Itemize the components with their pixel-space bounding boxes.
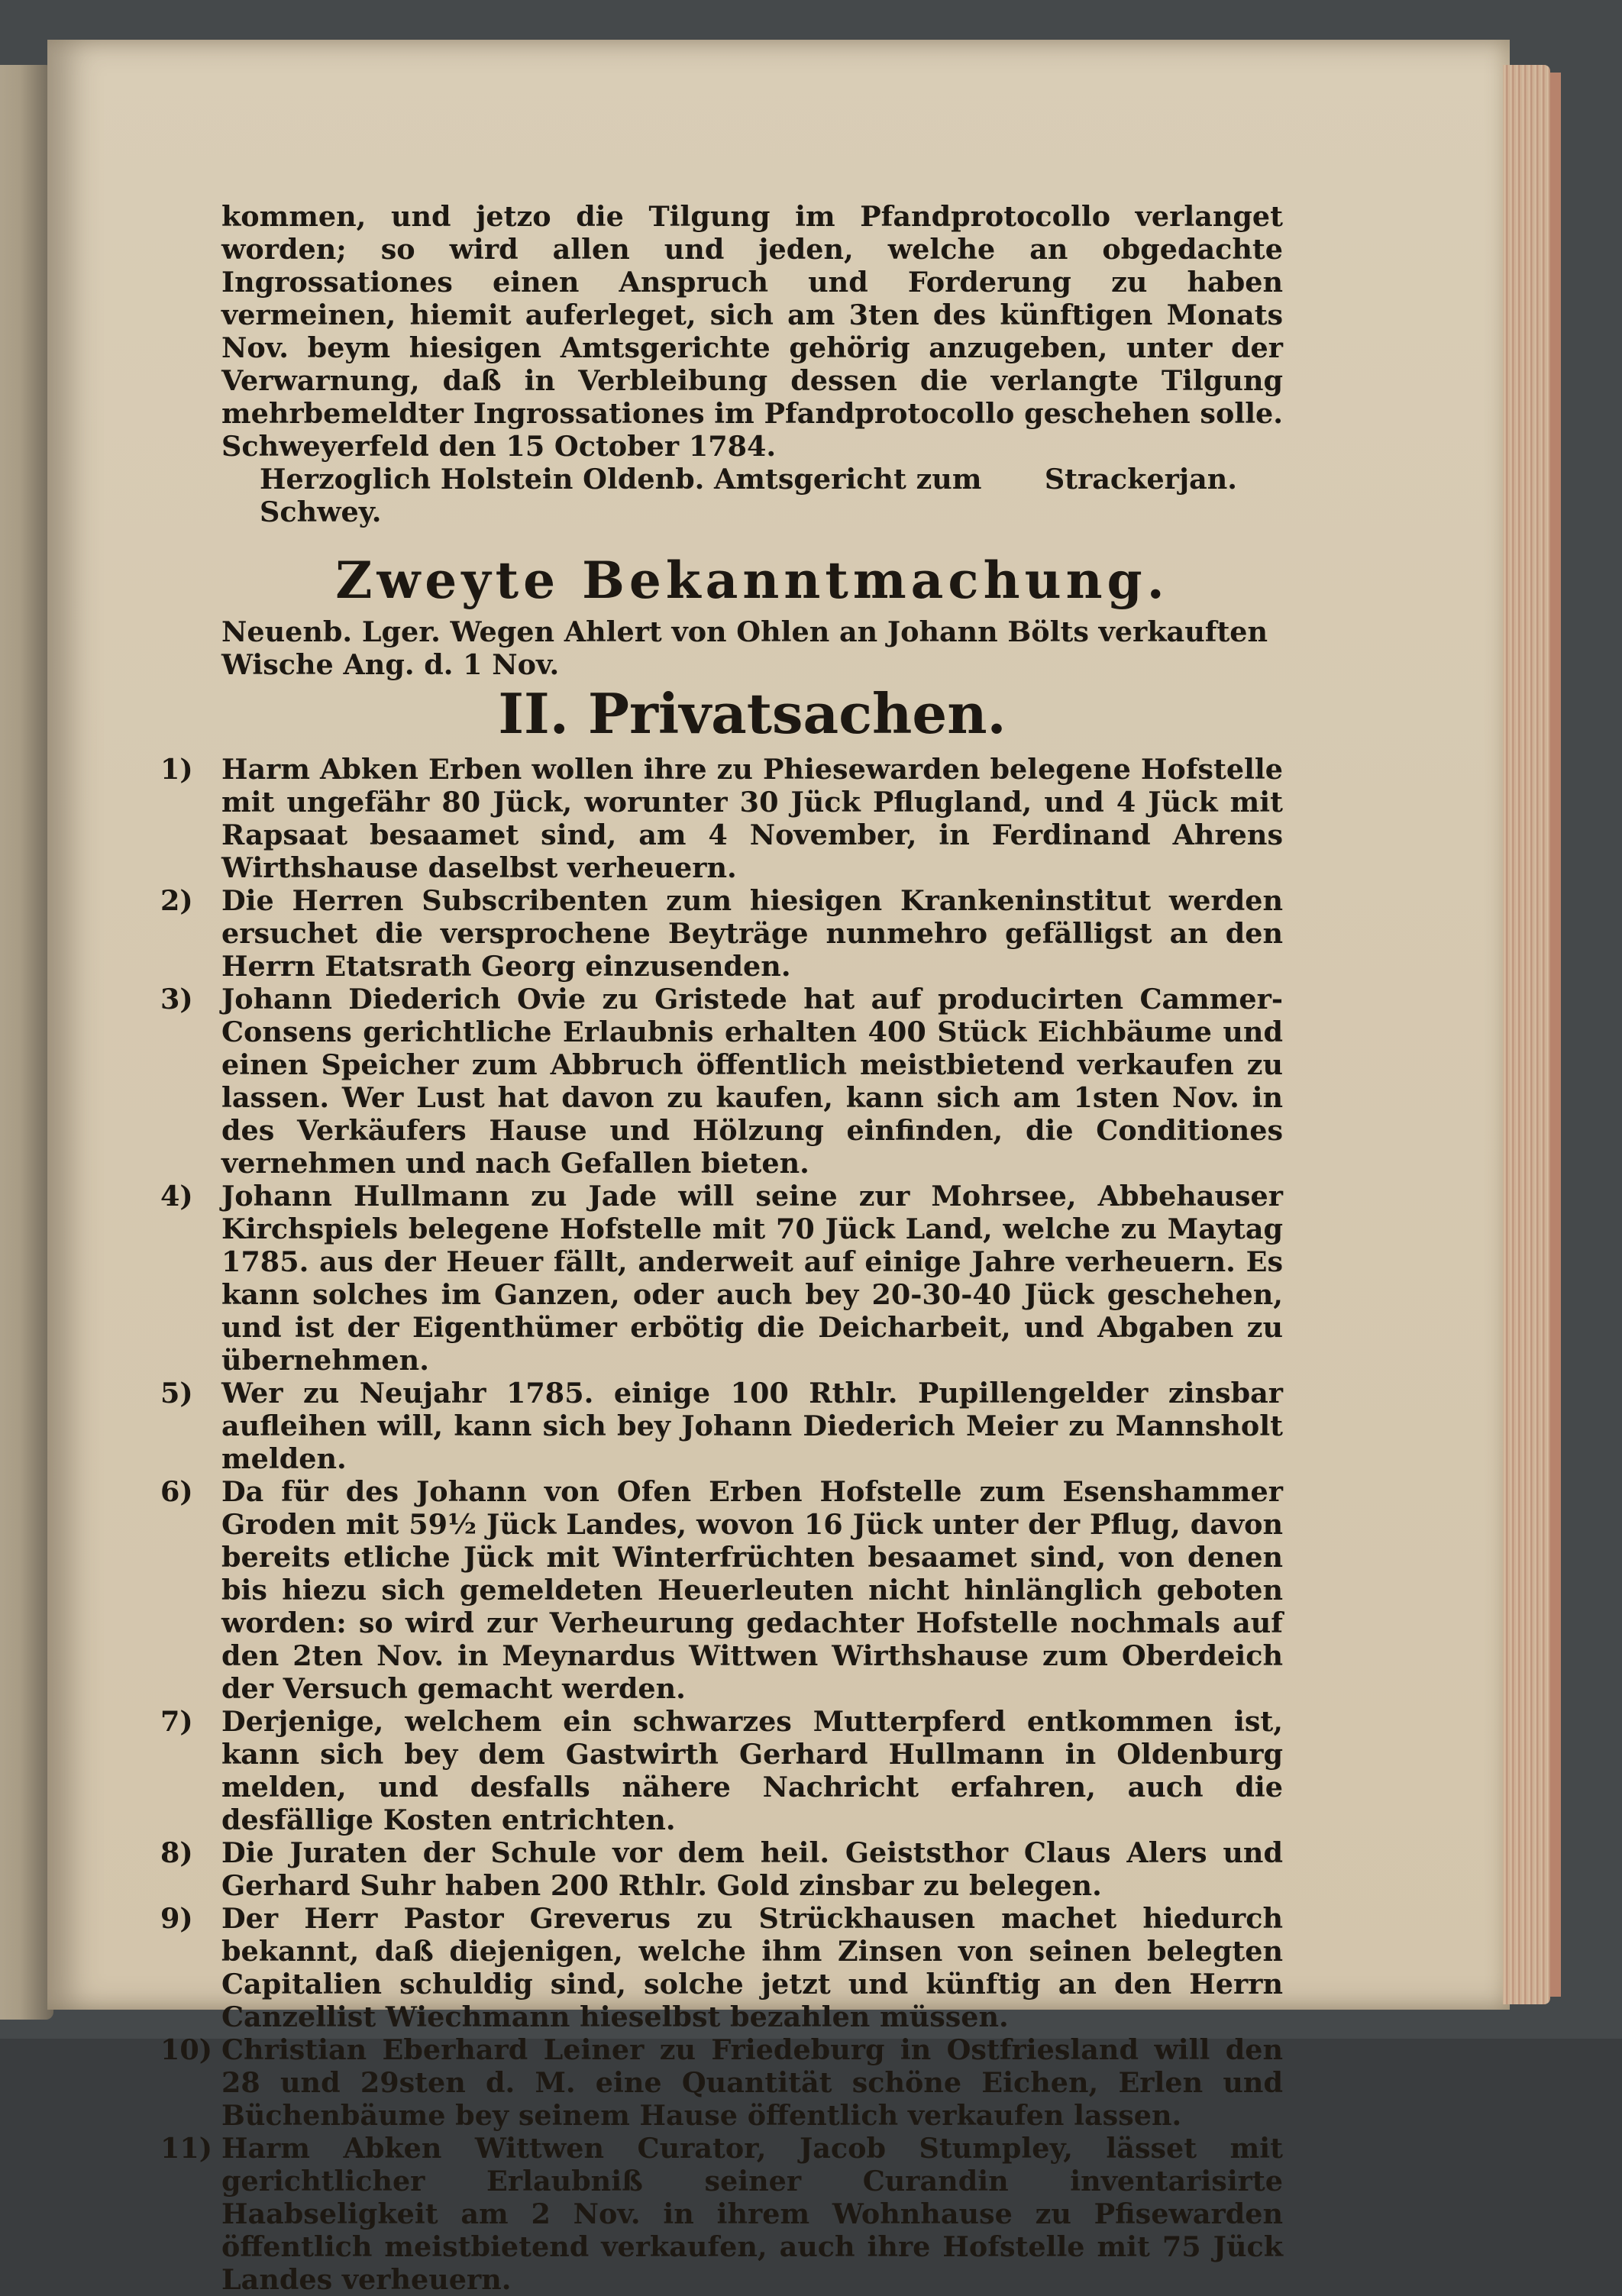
list-item [160,2033,1283,2132]
item-text: Harm Abken Wittwen Curator, Jacob Stumpley, lässet mit gerichtlicher Erlaubniß seiner Curandin inventarisirte Haabseligkeit am 2 Nov. in ihrem Wohnhause zu Pfisewarden öffentlich meistbietend verkaufen, auch ihre Hofstelle mit 75 Jück Landes verheuern. [221,2132,1283,2296]
list-item [160,753,1283,884]
list-item [160,983,1283,1180]
official-signature: Strackerjan. [1044,463,1237,496]
list-item [160,1475,1283,1705]
signature-line [221,463,1283,528]
item-text: Harm Abken Erben wollen ihre zu Phiesewarden belegene Hofstelle mit ungefähr 80 Jück, worunter 30 Jück Pflugland, und 4 Jück mit Rapsaat besaamet sind, am 4 November, in Ferdinand Ahrens Wirthshause daselbst verheuern. [221,753,1283,884]
continuation-paragraph: kommen, und jetzo die Tilgung im Pfandprotocollo verlanget worden; so wird allen und jeden, welche an obgedachte Ingrossationes einen Anspruch und Forderung zu haben vermeinen, hiemit auferleget, sich am 3ten des künftigen Monats Nov. beym hiesigen Amtsgerichte gehörig anzugeben, unter der Verwarnung, daß in Verbleibung dessen die verlangte Tilgung mehrbemeldter Ingrossationes im Pfandprotocollo geschehen solle. Schweyerfeld den 15 October 1784. [221,200,1283,463]
section-heading: II. Privatsachen. [498,681,1006,746]
item-number: 2) [160,884,193,917]
item-number: 8) [160,1836,193,1869]
item-number: 1) [160,753,193,786]
item-text: Die Herren Subscribenten zum hiesigen Krankeninstitut werden ersuchet die versprochene Beyträge nunmehro gefälligst an den Herrn Etatsrath Georg einzusenden. [221,884,1283,983]
item-text: Johann Diederich Ovie zu Gristede hat auf producirten Cammer-Consens gerichtliche Erlaubnis erhalten 400 Stück Eichbäume und einen Speicher zum Abbruch öffentlich meistbietend verkaufen zu lassen. Wer Lust hat davon zu kaufen, kann sich am 1sten Nov. in des Verkäufers Hause und Hölzung einfinden, die Conditiones vernehmen und nach Gefallen bieten. [221,983,1283,1180]
court-signature: Herzoglich Holstein Oldenb. Amtsgericht zum Schwey. [260,463,982,528]
item-text: Johann Hullmann zu Jade will seine zur Mohrsee, Abbehauser Kirchspiels belegene Hofstelle mit 70 Jück Land, welche zu Maytag 1785. aus der Heuer fällt, anderweit auf einige Jahre verheuern. Es kann solches im Ganzen, oder auch bey 20-30-40 Jück geschehen, und ist der Eigenthümer erbötig die Deicharbeit, und Abgaben zu übernehmen. [221,1180,1283,1377]
item-number: 11) [160,2132,213,2165]
item-text: Derjenige, welchem ein schwarzes Mutterpferd entkommen ist, kann sich bey dem Gastwirth Gerhard Hullmann in Oldenburg melden, und desfalls nähere Nachricht erfahren, auch die desfällige Kosten entrichten. [221,1705,1283,1836]
item-number: 6) [160,1475,193,1508]
item-number: 9) [160,1902,193,1935]
item-number: 4) [160,1180,193,1213]
list-item [160,1902,1283,2033]
page-stack-edge [1503,65,1550,2004]
item-text: Der Herr Pastor Greverus zu Strückhausen machet hiedurch bekannt, daß diejenigen, welche ihm Zinsen von seinen belegten Capitalien schuldig sind, solche jetzt und künftig an den Herrn Canzellist Wiechmann hieselbst bezahlen müssen. [221,1902,1283,2033]
item-number: 5) [160,1377,193,1410]
item-text: Christian Eberhard Leiner zu Friedeburg in Ostfriesland will den 28 und 29sten d. M. eine Quantität schöne Eichen, Erlen und Büchenbäume bey seinem Hause öffentlich verkaufen lassen. [221,2033,1283,2132]
item-text: Die Juraten der Schule vor dem heil. Geiststhor Claus Alers und Gerhard Suhr haben 200 Rthlr. Gold zinsbar zu belegen. [221,1836,1283,1902]
book-cover-edge [1550,73,1561,1997]
previous-page-edge [0,65,53,2020]
item-number: 3) [160,983,193,1016]
item-number: 7) [160,1705,193,1738]
list-item [160,2132,1283,2296]
private-matters-list [160,753,1283,2296]
announcement-heading: Zweyte Bekanntmachung. [335,551,1169,610]
list-item [160,884,1283,983]
item-text: Wer zu Neujahr 1785. einige 100 Rthlr. Pupillengelder zinsbar aufleihen will, kann sich bey Johann Diederich Meier zu Mannsholt melden. [221,1377,1283,1475]
item-number: 10) [160,2033,213,2066]
page-text-block [160,200,1283,2296]
list-item [160,1377,1283,1475]
list-item [160,1180,1283,1377]
item-text: Da für des Johann von Ofen Erben Hofstelle zum Esenshammer Groden mit 59½ Jück Landes, wovon 16 Jück unter der Pflug, davon bereits etliche Jück mit Winterfrüchten besaamet sind, von denen bis hiezu sich gemeldeten Heuerleuten nicht hinlänglich geboten worden: so wird zur Verheurung gedachter Hofstelle nochmals auf den 2ten Nov. in Meynardus Wittwen Wirthshause zum Oberdeich der Versuch gemacht werden. [221,1475,1283,1705]
list-item [160,1836,1283,1902]
court-notice: Neuenb. Lger. Wegen Ahlert von Ohlen an Johann Bölts verkauften Wische Ang. d. 1 Nov. [221,615,1268,681]
list-item [160,1705,1283,1836]
